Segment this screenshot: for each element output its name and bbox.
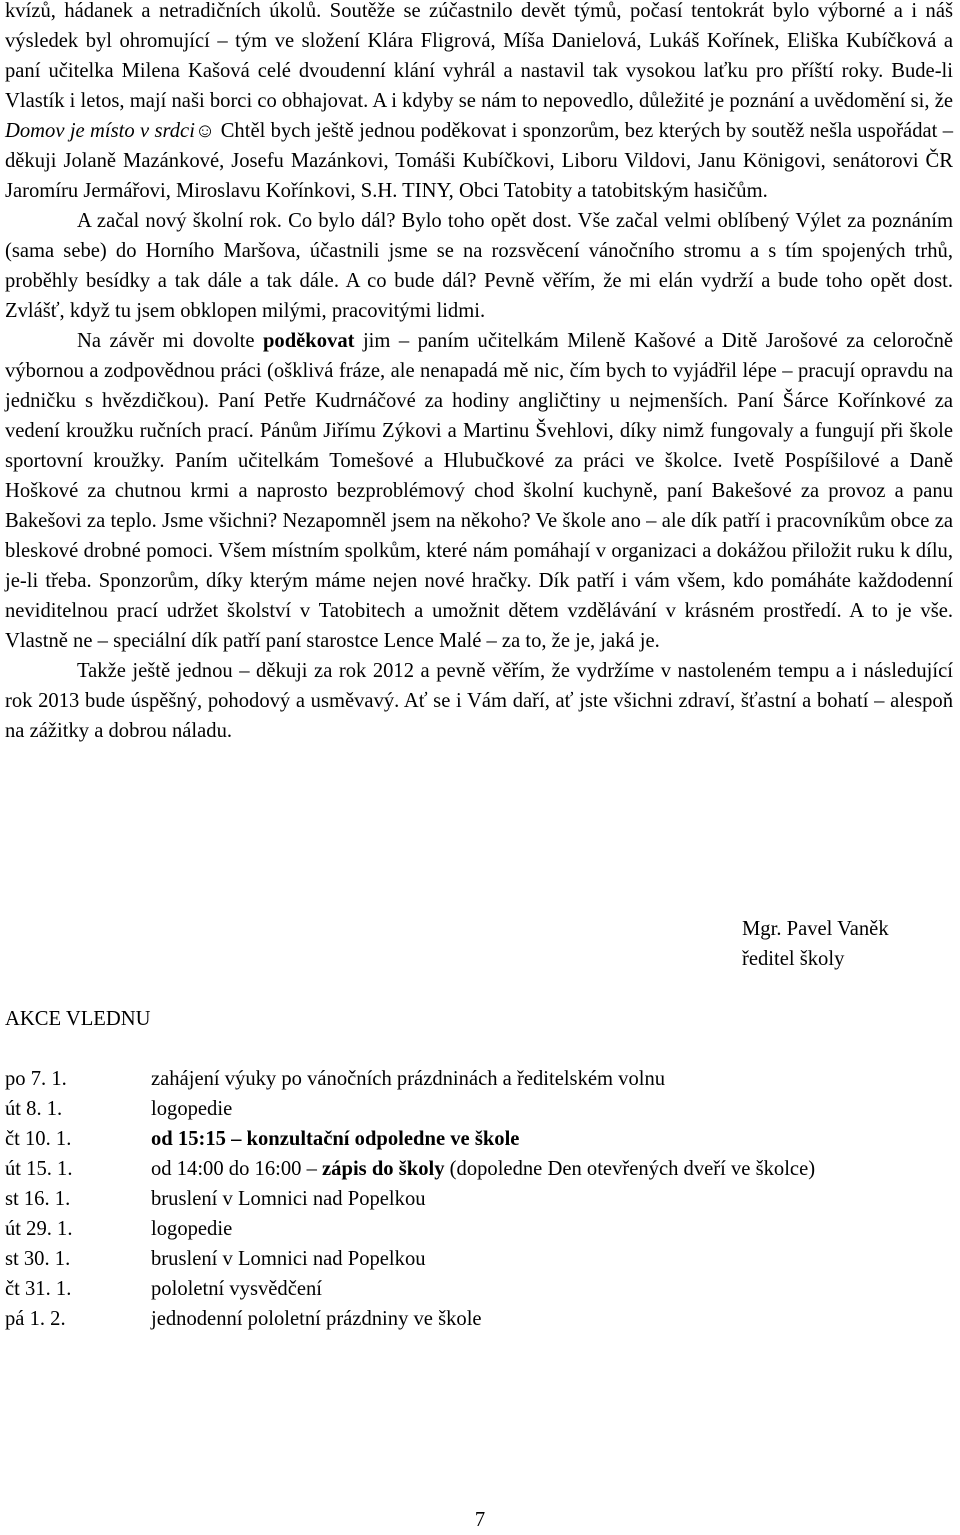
event-description — [151, 1064, 665, 1094]
paragraph — [5, 206, 953, 326]
text-span: zápis do školy — [322, 1158, 445, 1180]
event-date: čt 31. 1. — [5, 1278, 72, 1300]
event-date: út 8. 1. — [5, 1098, 63, 1120]
event-description — [151, 1184, 426, 1214]
event-date: po 7. 1. — [5, 1068, 67, 1090]
events-heading: AKCE VLEDNU — [5, 1008, 151, 1030]
text-span: jim – paním učitelkám Mileně Kašové a Ditě Jarošové za celoročně výbornou a zodpovědnou práci (ošklivá fráze, ale nenapadá mě nic, čím bych to vyjádřil lépe – pracují opravdu na jedničku s hvězdičkou). Paní Petře Kudrnáčové za hodiny angličtiny u nejmenších. Paní Šárce Kořínkové za vedení kroužku ručních prací. Pánům Jiřímu Zýkovi a Martinu Švehlovi, díky nimž fungovaly a fungují při škole sportovní kroužky. Paním učitelkám Tomešové a Hlubučkové za práci ve školce. Ivetě Pospíšilové a Daně Hoškové za chutnou krmi a naprosto bezproblémový chod školní kuchyně, paní Bakešové za provoz a panu Bakešovi za teplo. Jsme všichni? Nezapomněl jsem na někoho? Ve škole ano – ale dík patří i pracovníkům obce za bleskové drobné pomoci. Všem místním spolkům, které nám pomáhají v organizaci a dokážou přiložit ruku k dílu, je-li třeba. Sponzorům, díky kterým máme nejen nové hračky. Dík patří i vám všem, kdo pomáháte každodenní neviditelnou prací udržet školství v Tatobitech a umožnit dětem vzdělávání v krásném prostředí. A to je vše. Vlastně ne – speciální dík patří paní starostce Lence Malé – za to, že je, jaká je. — [5, 330, 954, 652]
event-row — [5, 1094, 815, 1124]
event-row — [5, 1274, 815, 1304]
event-date: st 30. 1. — [5, 1248, 71, 1270]
event-row — [5, 1304, 815, 1334]
page-number: 7 — [474, 1509, 486, 1531]
signature-name: Mgr. Pavel Vaněk — [742, 918, 889, 940]
event-date: čt 10. 1. — [5, 1128, 72, 1150]
paragraph — [5, 656, 953, 746]
paragraph — [5, 326, 953, 656]
text-span: Domov je místo v srdci — [5, 120, 195, 142]
text-span: Takže ještě jednou – děkuji za rok 2012 a pevně věřím, že vydržíme v nastoleném tempu a i následující rok 2013 bude úspěšný, pohodový a usměvavý. Ať se i Vám daří, ať jste všichni zdraví, šťastní a bohatí – alespoň na zážitky a dobrou náladu. — [5, 660, 953, 742]
event-description — [151, 1244, 426, 1274]
text-span: bruslení v Lomnici nad Popelkou — [151, 1248, 426, 1270]
event-row — [5, 1124, 815, 1154]
event-row — [5, 1184, 815, 1214]
event-row — [5, 1214, 815, 1244]
text-span: logopedie — [151, 1218, 233, 1240]
events-list — [5, 1064, 815, 1334]
text-span: logopedie — [151, 1098, 233, 1120]
text-span: pololetní vysvědčení — [151, 1278, 323, 1300]
event-date: út 15. 1. — [5, 1158, 73, 1180]
event-date: st 16. 1. — [5, 1188, 71, 1210]
text-span: od 15:15 – konzultační odpoledne ve škole — [151, 1128, 520, 1150]
event-row — [5, 1064, 815, 1094]
text-span: od 14:00 do 16:00 – — [151, 1158, 323, 1180]
event-date: pá 1. 2. — [5, 1308, 66, 1330]
text-span: Chtěl bych ještě jednou poděkovat i sponzorům, bez kterých by soutěž nešla uspořádat – děkuji Jolaně Mazánkové, Josefu Mazánkovi, Tomáši Kubíčkovi, Liboru Vildovi, Janu Königovi, senátorovi ČR Jaromíru Jermářovi, Miroslavu Kořínkovi, S.H. TINY, Obci Tatobity a tatobitským hasičům. — [5, 120, 954, 202]
signature-role: ředitel školy — [742, 948, 845, 970]
event-description — [151, 1214, 232, 1244]
event-description — [151, 1154, 815, 1184]
event-description — [151, 1304, 482, 1334]
text-span: Na závěr mi dovolte — [77, 330, 263, 352]
event-row — [5, 1154, 815, 1184]
paragraph — [5, 0, 953, 206]
article-body — [5, 0, 953, 746]
text-span: zahájení výuky po vánočních prázdninách a ředitelském volnu — [151, 1068, 666, 1090]
text-span: bruslení v Lomnici nad Popelkou — [151, 1188, 426, 1210]
event-description — [151, 1274, 322, 1304]
text-span: poděkovat — [262, 330, 355, 352]
text-span: jednodenní pololetní prázdniny ve škole — [151, 1308, 482, 1330]
event-date: út 29. 1. — [5, 1218, 73, 1240]
signature-block — [742, 914, 889, 974]
event-description — [151, 1124, 519, 1154]
event-description — [151, 1094, 232, 1124]
text-span: A začal nový školní rok. Co bylo dál? Bylo toho opět dost. Vše začal velmi oblíbený Výlet za poznáním (sama sebe) do Horního Maršova, účastnili jsme se na rozsvěcení vánočního stromu a s tím spojených trhů, proběhly besídky a tak dále a tak dále. A co bude dál? Pevně věřím, že mi elán vydrží a bude toho opět dost. Zvlášť, když tu jsem obklopen milými, pracovitými lidmi. — [5, 210, 953, 322]
text-span: kvízů, hádanek a netradičních úkolů. Soutěže se zúčastnilo devět týmů, počasí tentokrát bylo výborné a i náš výsledek byl ohromující – tým ve složení Klára Fligrová, Míša Danielová, Lukáš Kořínek, Eliška Kubíčková a paní učitelka Milena Kašová celé dvoudenní klání vyhrál a nastavil tak vysokou laťku pro příští roky. Bude-li Vlastík i letos, mají naši borci co obhajovat. A i kdyby se nám to nepovedlo, důležité je poznání a uvědomění si, že — [5, 0, 953, 112]
smiley-icon: ☺ — [194, 120, 216, 142]
text-span: (dopoledne Den otevřených dveří ve školce) — [444, 1158, 816, 1180]
event-row — [5, 1244, 815, 1274]
